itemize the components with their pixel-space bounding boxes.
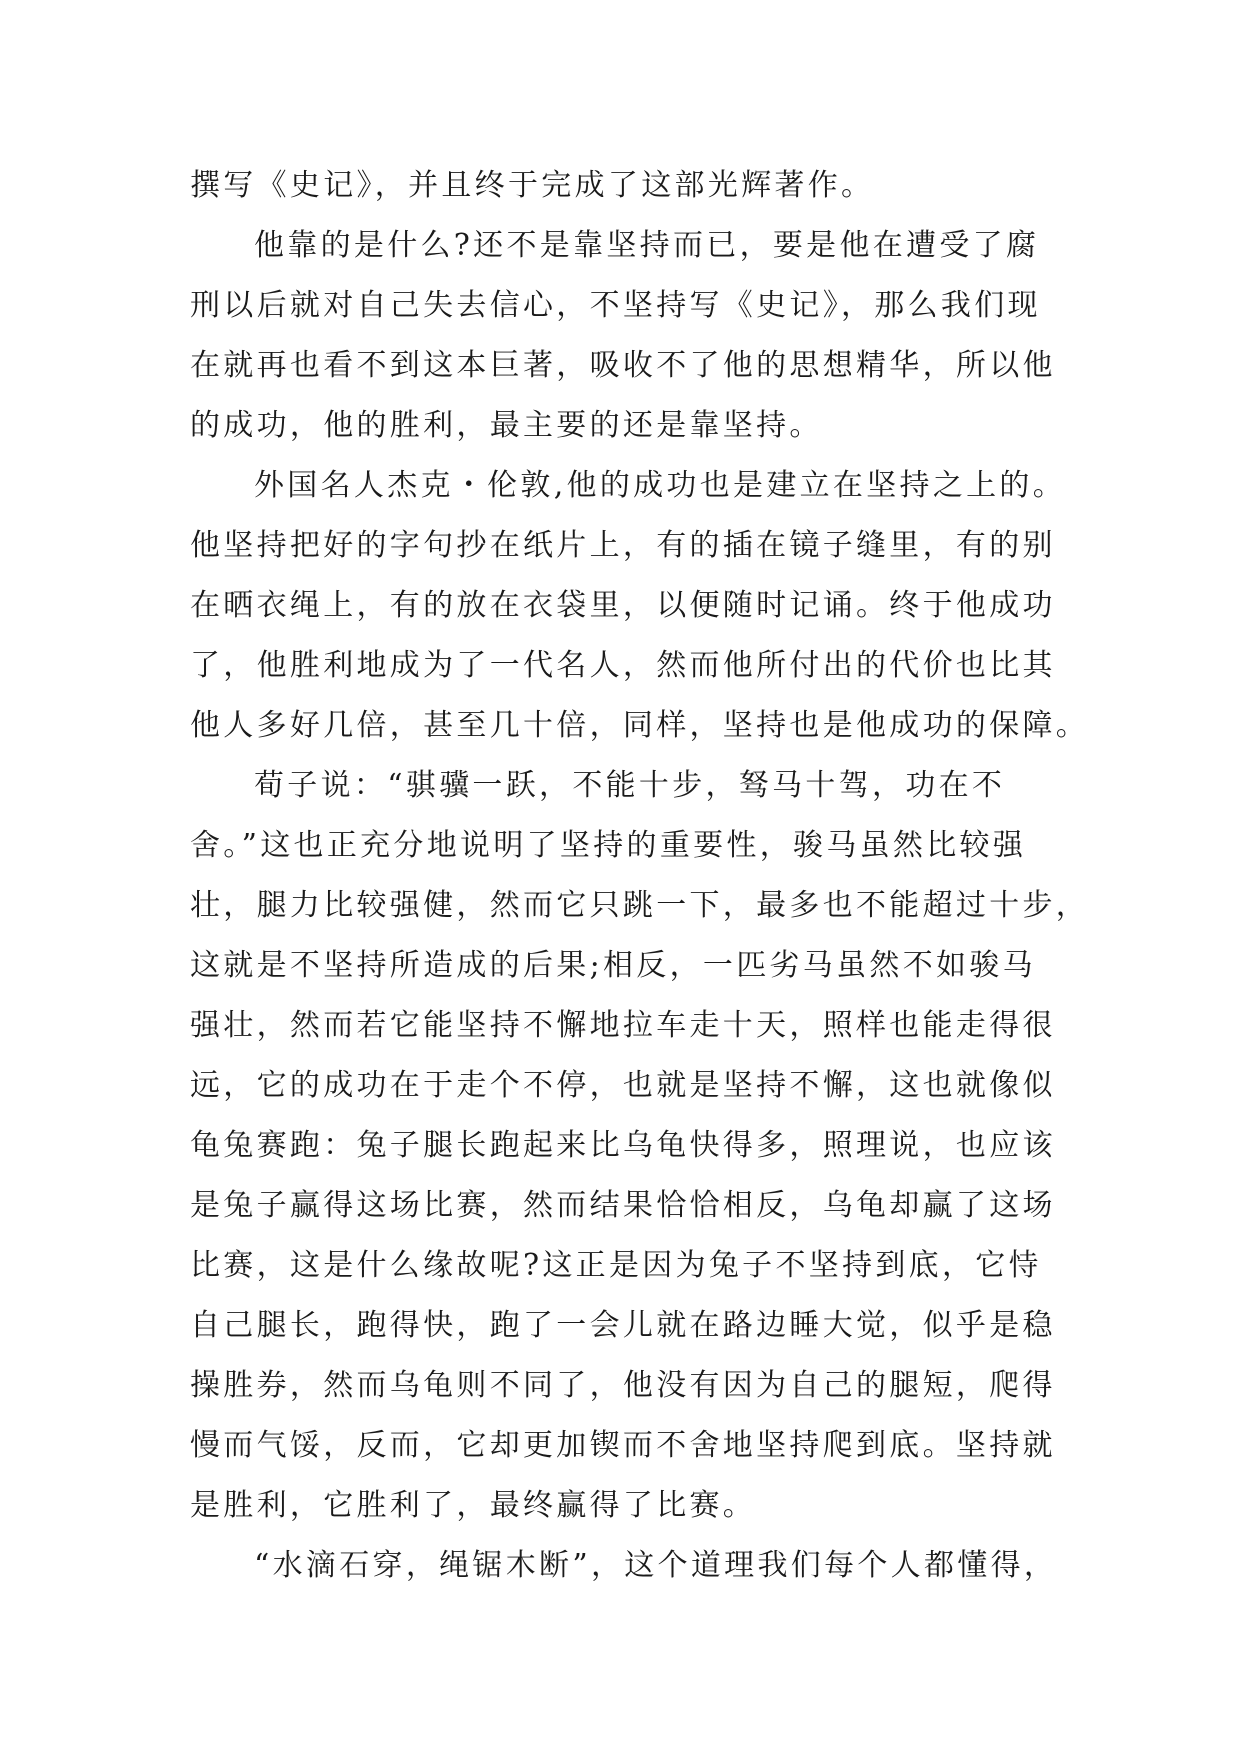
text-line: 的成功，他的胜利，最主要的还是靠坚持。 [190, 408, 823, 443]
text-line: 他坚持把好的字句抄在纸片上，有的插在镜子缝里，有的别 [190, 528, 1056, 563]
text-line: 舍。”这也正充分地说明了坚持的重要性，骏马虽然比较强 [190, 828, 1027, 863]
text-line: 了，他胜利地成为了一代名人，然而他所付出的代价也比其 [190, 648, 1056, 683]
text-line: 是兔子赢得这场比赛，然而结果恰恰相反，乌龟却赢了这场 [190, 1188, 1056, 1223]
paragraph-start-line: “水滴石穿，绳锯木断”，这个道理我们每个人都懂得， [254, 1548, 1058, 1583]
text-line: 他人多好几倍，甚至几十倍，同样，坚持也是他成功的保障。 [190, 708, 1090, 743]
text-line: 慢而气馁，反而，它却更加锲而不舍地坚持爬到底。坚持就 [190, 1428, 1056, 1463]
text-line: 强壮，然而若它能坚持不懈地拉车走十天，照样也能走得很 [190, 1008, 1056, 1043]
text-line: 远，它的成功在于走个不停，也就是坚持不懈，这也就像似 [190, 1068, 1056, 1103]
text-line: 比赛，这是什么缘故呢?这正是因为兔子不坚持到底，它恃 [190, 1248, 1042, 1283]
paragraph-start-line: 荀子说：“骐骥一跃，不能十步，驽马十驾，功在不 [254, 768, 1006, 803]
paragraph-start-line: 他靠的是什么?还不是靠坚持而已，要是他在遭受了腐 [254, 228, 1040, 263]
text-line: 壮，腿力比较强健，然而它只跳一下，最多也不能超过十步， [190, 888, 1090, 923]
text-line: 龟兔赛跑：兔子腿长跑起来比乌龟快得多，照理说，也应该 [190, 1128, 1056, 1163]
text-line: 在晒衣绳上，有的放在衣袋里，以便随时记诵。终于他成功 [190, 588, 1056, 623]
text-line: 在就再也看不到这本巨著，吸收不了他的思想精华，所以他 [190, 348, 1056, 383]
paragraph-start-line: 外国名人杰克・伦敦,他的成功也是建立在坚持之上的。 [254, 468, 1067, 503]
text-line: 刑以后就对自己失去信心，不坚持写《史记》，那么我们现 [190, 288, 1041, 323]
text-line: 撰写《史记》，并且终于完成了这部光辉著作。 [190, 168, 875, 203]
text-line: 是胜利，它胜利了，最终赢得了比赛。 [190, 1488, 757, 1523]
body-text [190, 156, 1090, 1596]
text-line: 操胜券，然而乌龟则不同了，他没有因为自己的腿短，爬得 [190, 1368, 1056, 1403]
text-line: 自己腿长，跑得快，跑了一会儿就在路边睡大觉，似乎是稳 [190, 1308, 1056, 1343]
text-line: 这就是不坚持所造成的后果;相反，一匹劣马虽然不如骏马 [190, 948, 1036, 983]
